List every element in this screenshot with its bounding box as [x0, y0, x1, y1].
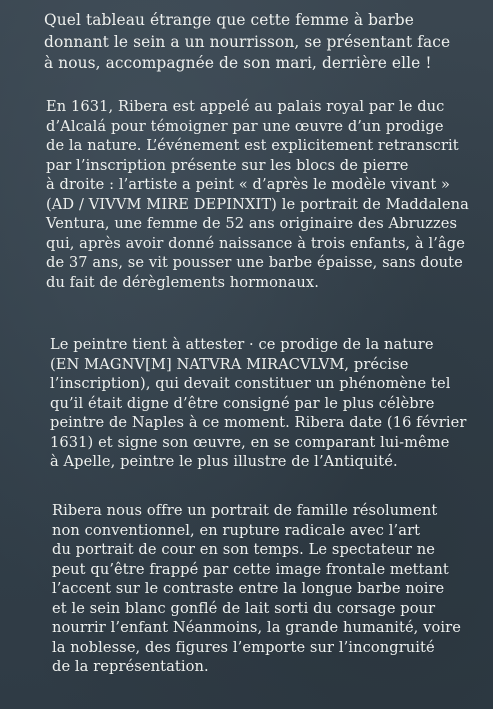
- text-line: de la représentation.: [52, 658, 209, 675]
- text-line: nourrir l’enfant Néanmoins, la grande humanité, voire: [52, 619, 461, 636]
- text-line: par l’inscription présente sur les blocs de pierre: [46, 156, 409, 174]
- text-line: non conventionnel, en rupture radicale avec l’art: [52, 521, 421, 539]
- text-line: (AD / VIVVM MIRE DEPINXIT) le portrait de Maddalena: [46, 195, 469, 213]
- paragraph-commission: [46, 97, 469, 292]
- text-line: donnant le sein a un nourrisson, se présentant face: [44, 32, 451, 51]
- text-line: à nous, accompagnée de son mari, derrière elle !: [44, 54, 432, 72]
- text-line: En 1631, Ribera est appelé au palais royal par le duc: [46, 98, 445, 115]
- text-line: 1631) et signe son œuvre, en se comparant lui-même: [50, 433, 450, 451]
- text-line: qu’il était digne d’être consigné par le plus célèbre: [50, 394, 435, 412]
- paragraph-inscription: [50, 335, 466, 472]
- text-line: du portrait de cour en son temps. Le spectateur ne: [52, 541, 435, 558]
- text-line: peut qu’être frappé par cette image frontale mettant: [52, 560, 449, 578]
- text-line: peintre de Naples à ce moment. Ribera date (16 février: [50, 414, 467, 431]
- text-line: du fait de dérèglements hormonaux.: [46, 273, 319, 291]
- text-line: et le sein blanc gonflé de lait sorti du corsage pour: [52, 599, 436, 617]
- text-line: d’Alcalá pour témoigner par une œuvre d’un prodige: [46, 117, 444, 135]
- text-line: Ventura, une femme de 52 ans originaire des Abruzzes: [46, 215, 458, 232]
- paragraph-interpretation: [52, 501, 461, 677]
- text-line: la noblesse, des figures l’emporte sur l’incongruité: [52, 638, 435, 656]
- text-line: Quel tableau étrange que cette femme à barbe: [44, 11, 414, 29]
- paragraph-intro: [44, 10, 450, 75]
- text-line: de 37 ans, se vit pousser une barbe épaisse, sans doute: [46, 254, 463, 271]
- text-line: l’accent sur le contraste entre la longue barbe noire: [52, 580, 445, 597]
- text-line: à Apelle, peintre le plus illustre de l’Antiquité.: [50, 453, 398, 470]
- text-line: Le peintre tient à attester · ce prodige de la nature: [50, 336, 434, 353]
- text-line: (EN MAGNV[M] NATVRA MIRACVLVM, précise: [50, 355, 409, 373]
- text-line: l’inscription), qui devait constituer un phénomène tel: [50, 375, 451, 392]
- text-line: Ribera nous offre un portrait de famille résolument: [52, 502, 438, 519]
- text-line: à droite : l’artiste a peint « d’après le modèle vivant »: [46, 176, 451, 193]
- text-line: qui, après avoir donné naissance à trois enfants, à l’âge: [46, 234, 465, 252]
- text-line: de la nature. L’événement est explicitement retranscrit: [46, 137, 459, 154]
